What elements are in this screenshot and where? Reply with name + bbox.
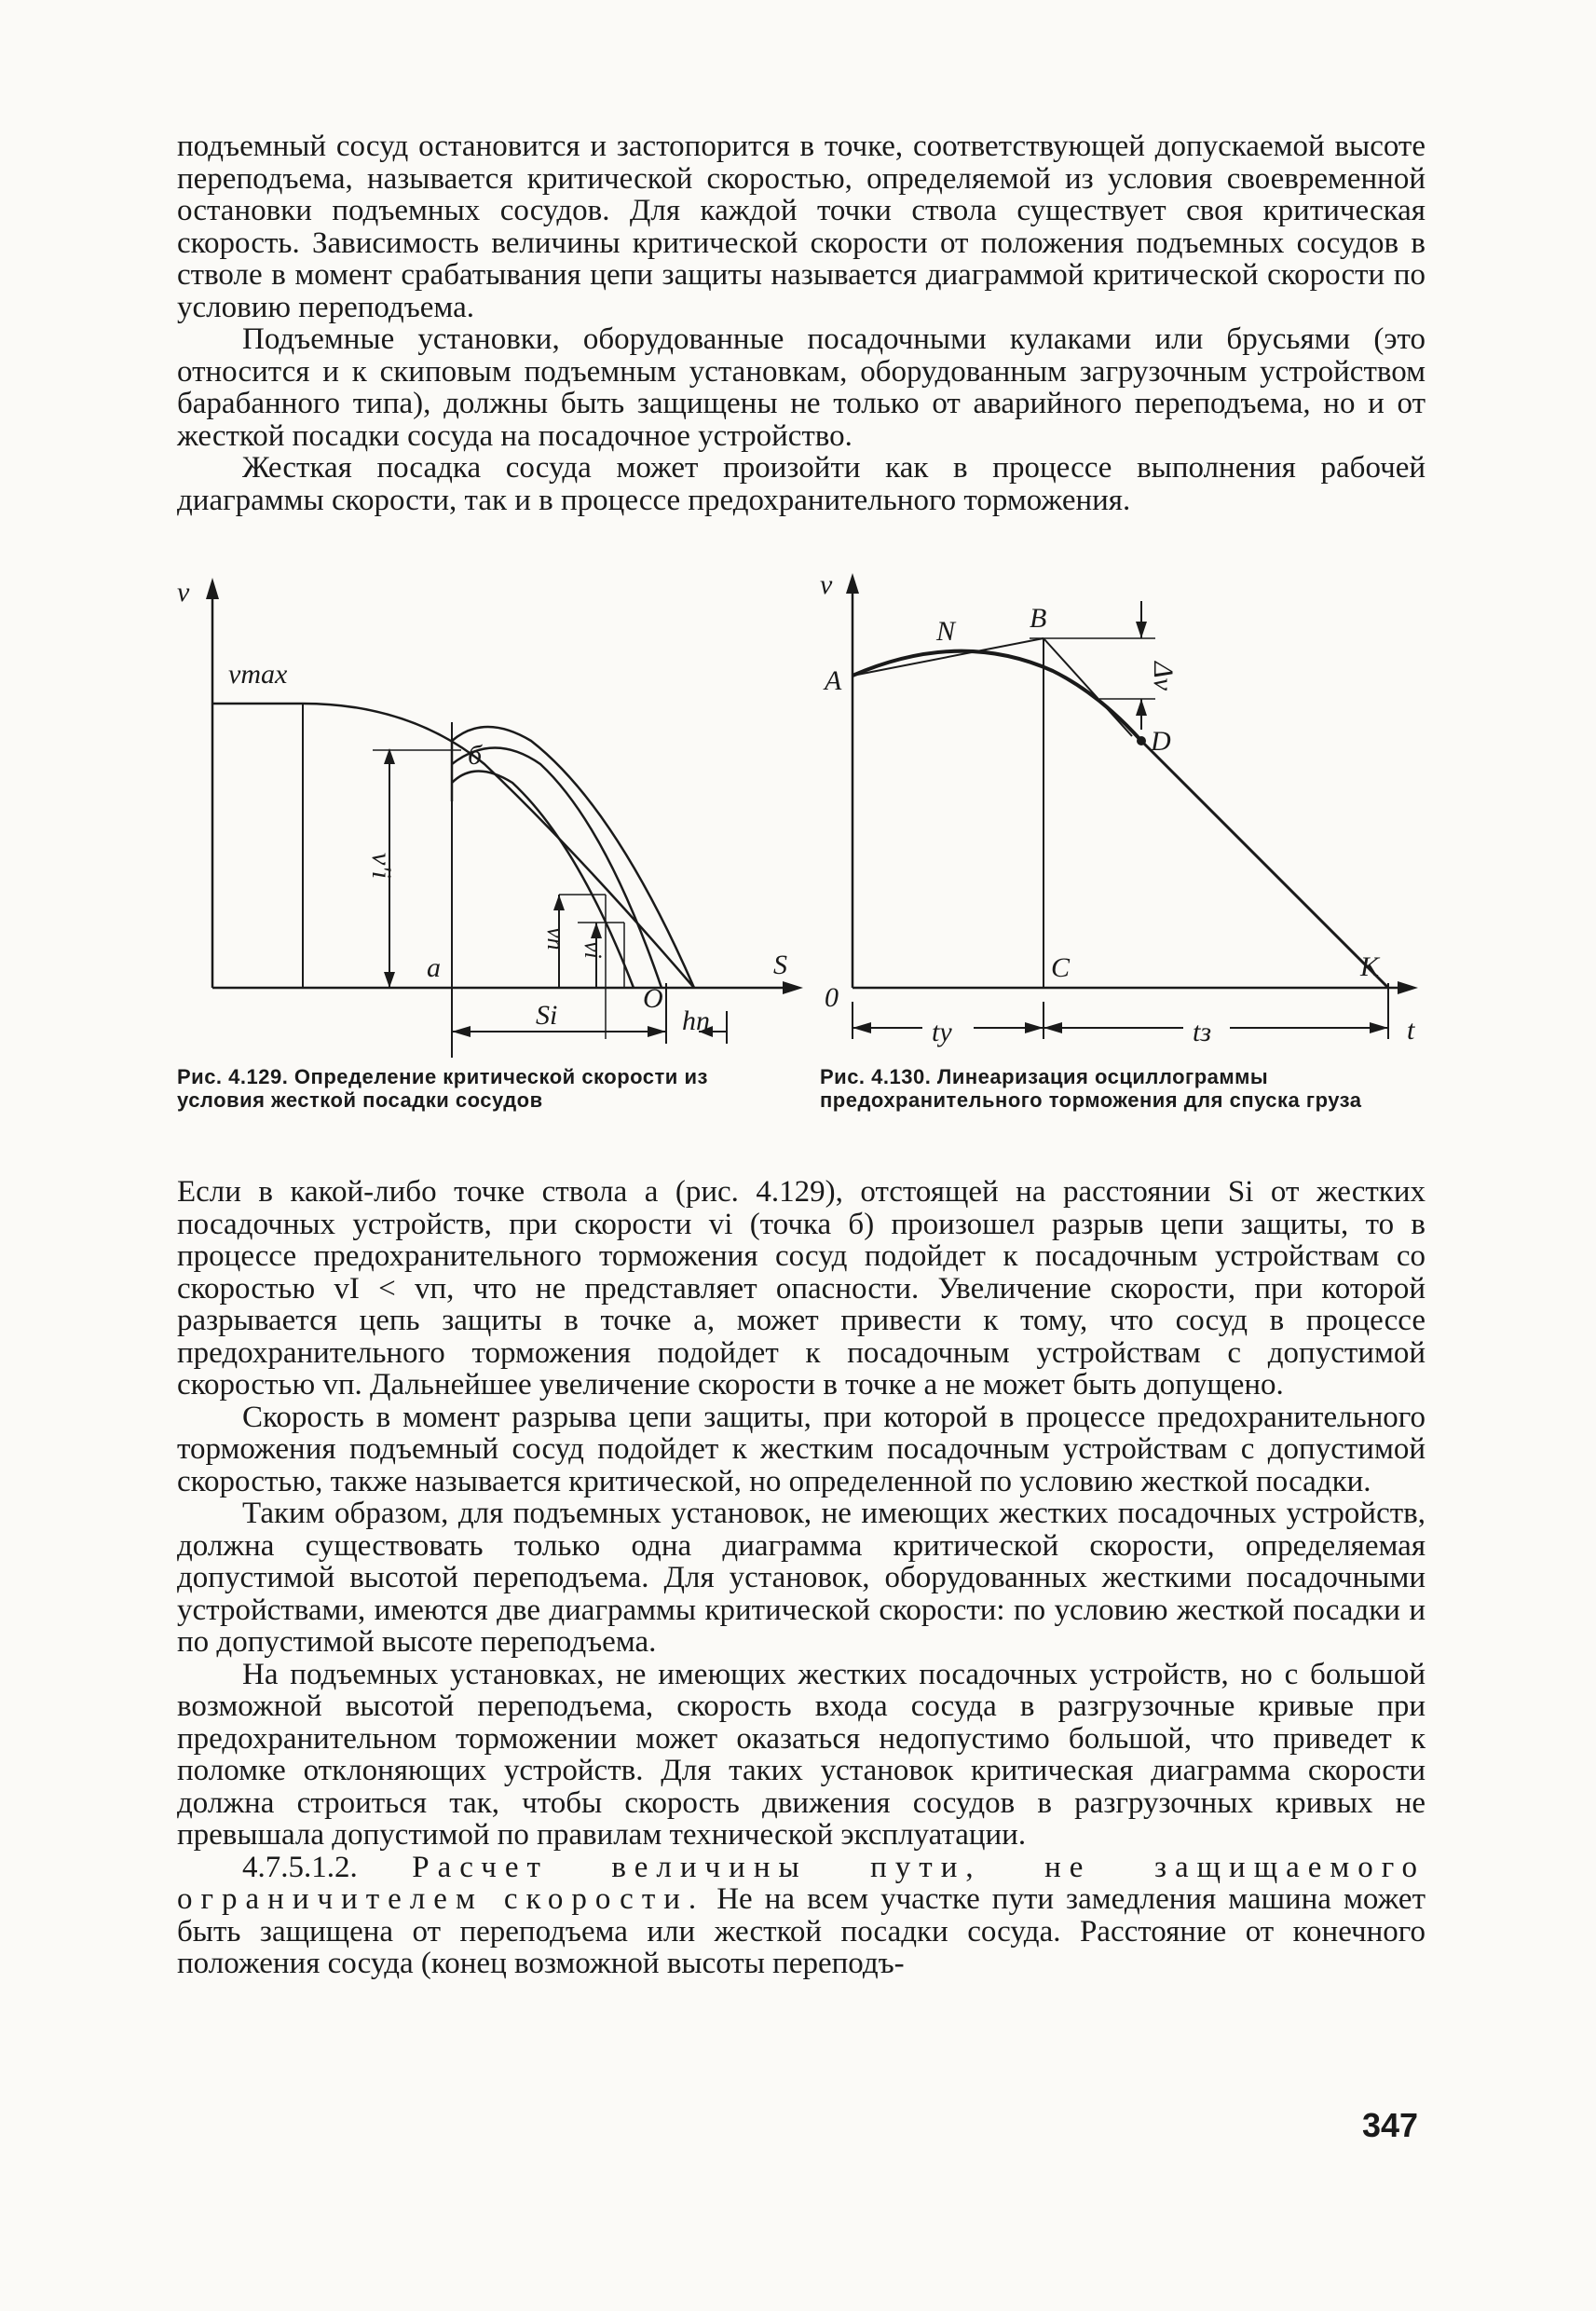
paragraph-8 xyxy=(177,1852,1425,1980)
fig130-dk-line xyxy=(1141,741,1388,988)
figure-130 xyxy=(820,573,1425,1112)
fig129-v-arrow xyxy=(206,578,219,599)
top-text xyxy=(177,130,1425,516)
fig130-label-dv: Δv xyxy=(1148,662,1179,691)
fig130-label-n: N xyxy=(936,616,956,647)
bottom-text xyxy=(177,1176,1425,1980)
fig129-label-vp: vп xyxy=(542,927,569,950)
figure-129-diagram xyxy=(177,573,820,1058)
section-text: Не на всем участке пути замедления машина может быть защищена от переподъема или жесткой посадки сосуда. Расстояние от конечного положения сосуда (конец возможной высоты переподъ- xyxy=(177,1882,1425,1980)
section-title: Расчет величины пути, не защищаемого ограничителем скорости. xyxy=(177,1850,1425,1916)
fig129-label-vi-prime: v'i xyxy=(366,853,397,880)
fig130-label-k: K xyxy=(1360,951,1380,982)
paragraph-3: Жесткая посадка сосуда может произойти как в процессе выполнения рабочей диаграммы скорости, так и в процессе предохранительного торможения. xyxy=(177,451,1425,517)
fig129-label-hp: hп xyxy=(682,1005,710,1036)
fig129-label-s: S xyxy=(773,950,787,980)
fig129-label-vmax: vmax xyxy=(228,659,288,690)
fig130-label-v: v xyxy=(820,573,833,600)
fig130-label-ty: tу xyxy=(932,1017,952,1047)
fig129-label-si: Si xyxy=(536,1000,558,1031)
fig130-label-a: A xyxy=(825,665,842,696)
figure-129-caption: Рис. 4.129. Определение критической скорости из условия жесткой посадки сосудов xyxy=(177,1065,708,1112)
fig130-bd-line xyxy=(1044,638,1132,736)
fig130-label-d: D xyxy=(1151,726,1171,757)
fig130-point-d xyxy=(1137,736,1146,745)
fig130-label-tz: tз xyxy=(1193,1017,1212,1047)
paragraph-2: Подъемные установки, оборудованные посадочными кулаками или брусьями (это относится и к скиповым подъемным установкам, оборудованным загрузочным устройством барабанного типа), должны быть защищены не только от аварийного переподъема, но и от жесткой посадки сосуда на посадочное устройство. xyxy=(177,322,1425,453)
fig129-curve-2 xyxy=(452,748,662,989)
fig129-label-v: v xyxy=(177,577,190,608)
figures-row xyxy=(177,573,1425,1112)
paragraph-4: Если в какой-либо точке ствола a (рис. 4.129), отстоящей на расстоянии Si от жестких посадочных устройств, при скорости vi (точка б) произошел разрыв цепи защиты, то в процессе предохранительного торможения сосуд подойдет к посадочным устройствам со скоростью vI < vп, что не представляет опасности. Увеличение скорости, при которой разрывается цепь защиты в точке a, может привести к тому, что сосуд в процессе предохранительного торможения подойдет к посадочным устройствам с допустимой скоростью vп. Дальнейшее увеличение скорости в точке a не может быть допущено. xyxy=(177,1175,1425,1402)
fig130-label-t: t xyxy=(1407,1015,1415,1046)
fig129-label-vi: vi xyxy=(580,941,607,959)
fig129-label-o: O xyxy=(643,983,663,1014)
paragraph-5: Скорость в момент разрыва цепи защиты, при которой в процессе предохранительного торможения подъемный сосуд подойдет к жестким посадочным устройствам с допустимой скоростью, также называется критической, но определенной по условию жесткой посадки. xyxy=(177,1400,1425,1498)
figure-129 xyxy=(177,573,820,1112)
fig129-s-arrow xyxy=(783,981,803,994)
page-number: 347 xyxy=(1362,2106,1419,2144)
paragraph-6: Таким образом, для подъемных установок, не имеющих жестких посадочных устройств, должна существовать только одна диаграмма критической скорости, определяемая допустимой высотой переподъема. Для установок, оборудованных жесткими посадочными устройствами, имеются две диаграммы критической скорости: по условию жесткой посадки и по допустимой высоте переподъема. xyxy=(177,1497,1425,1659)
fig129-curve-1 xyxy=(452,727,694,988)
section-number: 4.7.5.1.2. xyxy=(242,1850,358,1884)
paragraph-7: На подъемных установках, не имеющих жестких посадочных устройств, но с большой возможной высотой переподъема, скорость входа сосуда в разгрузочные кривые при предохранительном торможении может оказаться недопустимо большой, что приведет к поломке отклоняющих устройств. Для таких установок критическая диаграмма скорости должна строиться так, чтобы скорость движения сосудов в разгрузочных кривых не превышала допустимой по правилам технической эксплуатации. xyxy=(177,1657,1425,1852)
paragraph-1: подъемный сосуд остановится и застопорится в точке, соответствующей допускаемой высоте переподъема, называется критической скоростью, определяемой из условия своевременной остановки подъемных сосудов. Для каждой точки ствола существует своя критическая скорость. Зависимость величины критической скорости от положения подъемных сосудов в стволе в момент срабатывания цепи защиты называется диаграммой критической скорости по условию переподъема. xyxy=(177,130,1425,324)
fig130-label-c: C xyxy=(1051,952,1071,983)
figure-130-caption: Рис. 4.130. Линеаризация осциллограммы предохранительного торможения для спуска груза xyxy=(820,1065,1362,1112)
fig130-label-o: 0 xyxy=(825,982,839,1013)
figure-130-diagram xyxy=(820,573,1425,1058)
fig129-label-b: б xyxy=(468,740,483,771)
fig129-label-a: a xyxy=(427,952,441,983)
fig130-label-b: B xyxy=(1030,603,1047,634)
fig130-curve xyxy=(853,651,1141,741)
